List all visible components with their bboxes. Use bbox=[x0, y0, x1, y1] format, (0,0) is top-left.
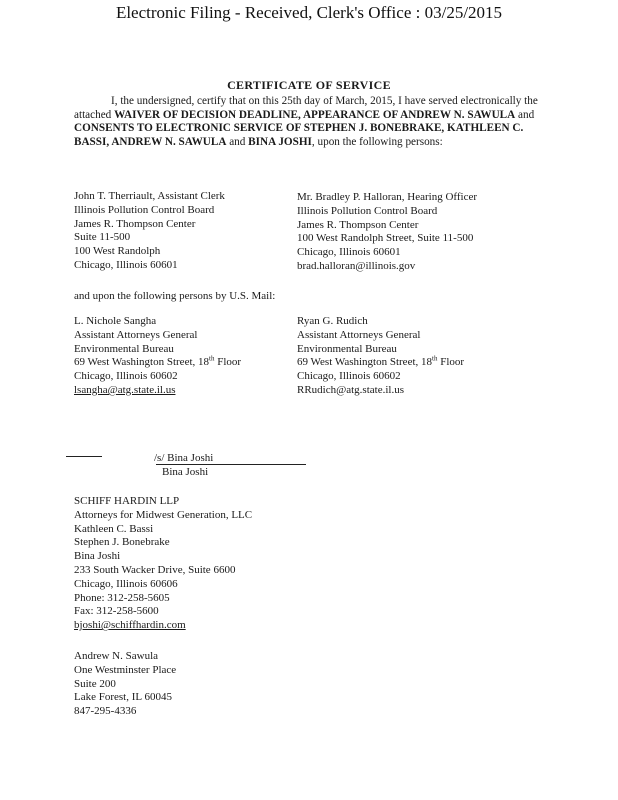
email-link[interactable]: brad.halloran@illinois.gov bbox=[297, 259, 416, 272]
address-line: Chicago, Illinois 60601 bbox=[74, 258, 178, 271]
firm-line: Kathleen C. Bassi bbox=[74, 522, 154, 535]
street-text: 69 West Washington Street, 18 bbox=[297, 356, 433, 369]
document-title: CERTIFICATE OF SERVICE bbox=[227, 78, 391, 92]
intro-bold-2: CONSENTS TO ELECTRONIC SERVICE OF STEPHEN J. BONEBRAKE, KATHLEEN C. BASSI, ANDREW N. SAWULA bbox=[74, 122, 524, 148]
ordinal-sup: th bbox=[209, 354, 215, 363]
address-line: Assistant Attorneys General bbox=[74, 328, 198, 341]
contact-line: One Westminster Place bbox=[74, 663, 177, 676]
address-line: L. Nichole Sangha bbox=[74, 315, 157, 327]
mail-list-right bbox=[297, 315, 464, 398]
firm-block bbox=[74, 495, 252, 633]
intro-bold-3: BINA JOSHI bbox=[248, 135, 312, 148]
address-line: Illinois Pollution Control Board bbox=[74, 203, 215, 216]
contact-line: Lake Forest, IL 60045 bbox=[74, 691, 172, 704]
address-line: James R. Thompson Center bbox=[74, 217, 196, 230]
signature-line bbox=[156, 464, 306, 465]
service-list-left bbox=[74, 190, 225, 273]
ordinal-sup: th bbox=[432, 354, 438, 363]
contact-line: Andrew N. Sawula bbox=[74, 650, 159, 662]
mail-intro: and upon the following persons by U.S. Mail: bbox=[74, 290, 276, 302]
email-link[interactable]: RRudich@atg.state.il.us bbox=[297, 383, 404, 396]
address-line: Ryan G. Rudich bbox=[297, 315, 368, 327]
firm-line: Bina Joshi bbox=[74, 550, 121, 563]
firm-line: Chicago, Illinois 60606 bbox=[74, 577, 178, 590]
address-line: John T. Therriault, Assistant Clerk bbox=[74, 190, 225, 202]
contact-line: Suite 200 bbox=[74, 677, 116, 690]
firm-line: Stephen J. Bonebrake bbox=[74, 536, 170, 549]
street-floor: Floor bbox=[437, 356, 465, 369]
address-line: James R. Thompson Center bbox=[297, 218, 419, 231]
street-text: 69 West Washington Street, 18 bbox=[74, 356, 210, 369]
firm-line: Phone: 312-258-5605 bbox=[74, 591, 170, 604]
address-line: Assistant Attorneys General bbox=[297, 328, 421, 341]
firm-line: Attorneys for Midwest Generation, LLC bbox=[74, 508, 253, 521]
intro-text-3: and bbox=[226, 135, 249, 148]
intro-text-1: I, the undersigned, certify that on this 25th day of March, 2015, I have served electronically the attached bbox=[74, 95, 538, 121]
signature-electronic: /s/ Bina Joshi bbox=[154, 452, 214, 464]
signature-dash bbox=[66, 456, 102, 457]
intro-bold-1: WAIVER OF DECISION DEADLINE, APPEARANCE OF ANDREW N. SAWULA bbox=[114, 108, 516, 121]
address-line: Mr. Bradley P. Halloran, Hearing Officer bbox=[297, 191, 478, 203]
address-line: Chicago, Illinois 60602 bbox=[297, 370, 401, 383]
signature-name: Bina Joshi bbox=[162, 466, 209, 478]
intro-text-2: and bbox=[515, 108, 535, 121]
address-line: 100 West Randolph bbox=[74, 245, 161, 258]
address-line: Chicago, Illinois 60601 bbox=[297, 246, 401, 259]
efiling-header: Electronic Filing - Received, Clerk's Office : 03/25/2015 bbox=[115, 3, 503, 22]
mail-list-left bbox=[74, 315, 241, 398]
intro-paragraph bbox=[74, 95, 544, 149]
address-line bbox=[297, 356, 464, 370]
second-contact-block bbox=[74, 650, 176, 719]
firm-line: SCHIFF HARDIN LLP bbox=[74, 495, 180, 507]
address-line: Environmental Bureau bbox=[297, 342, 397, 355]
street-floor: Floor bbox=[214, 356, 242, 369]
contact-line: 847-295-4336 bbox=[74, 705, 137, 718]
firm-line: 233 South Wacker Drive, Suite 6600 bbox=[74, 563, 236, 576]
email-link[interactable]: bjoshi@schiffhardin.com bbox=[74, 619, 186, 632]
address-line: Suite 11-500 bbox=[74, 231, 131, 244]
address-line bbox=[74, 356, 241, 370]
address-line: Chicago, Illinois 60602 bbox=[74, 370, 178, 383]
service-list-right bbox=[297, 191, 477, 274]
address-line: Environmental Bureau bbox=[74, 342, 174, 355]
firm-line: Fax: 312-258-5600 bbox=[74, 605, 159, 618]
address-line: 100 West Randolph Street, Suite 11-500 bbox=[297, 232, 474, 245]
address-line: Illinois Pollution Control Board bbox=[297, 204, 438, 217]
intro-text-4: , upon the following persons: bbox=[311, 135, 443, 148]
email-link[interactable]: lsangha@atg.state.il.us bbox=[74, 383, 176, 396]
